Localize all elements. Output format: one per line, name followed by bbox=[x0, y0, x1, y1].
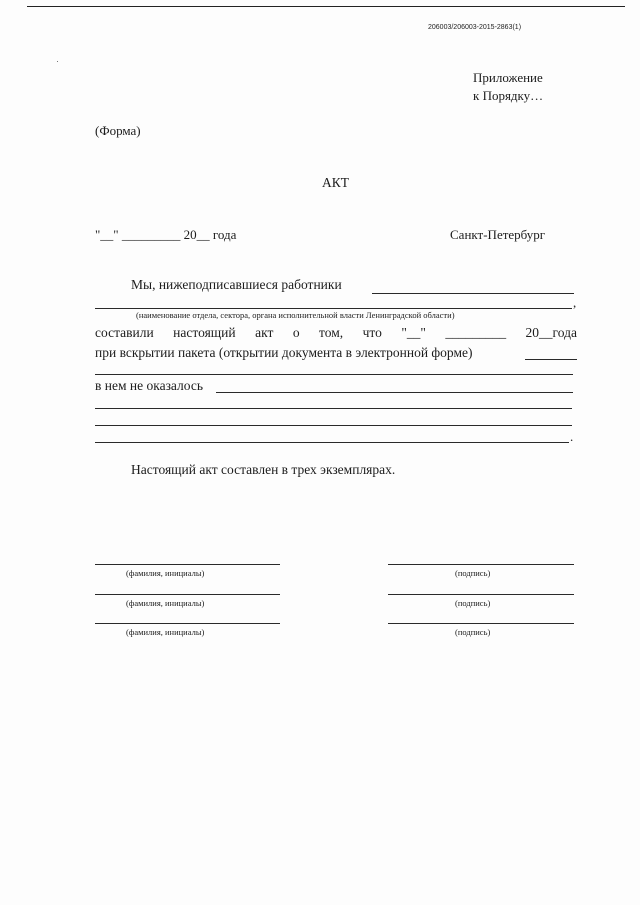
name-caption-3: (фамилия, инициалы) bbox=[126, 627, 205, 637]
period-mark: . bbox=[570, 429, 574, 444]
blank-line bbox=[95, 442, 569, 443]
word: _________ bbox=[445, 325, 507, 340]
name-line-3 bbox=[95, 623, 280, 624]
department-blank-line bbox=[95, 308, 572, 309]
package-opening-phrase: при вскрытии пакета (открытии документа в электронной форме) bbox=[95, 345, 473, 360]
department-caption: (наименование отдела, сектора, органа исполнительной власти Ленинградской области) bbox=[136, 310, 455, 320]
blank-line bbox=[95, 408, 572, 409]
date-line: "__" _________ 20__ года bbox=[95, 227, 237, 242]
name-caption-1: (фамилия, инициалы) bbox=[126, 568, 205, 578]
comma-mark: , bbox=[573, 295, 577, 310]
blank-line bbox=[95, 425, 572, 426]
word: что bbox=[362, 325, 382, 340]
missing-items-phrase: в нем не оказалось bbox=[95, 378, 203, 393]
name-line-1 bbox=[95, 564, 280, 565]
word: о bbox=[292, 325, 300, 340]
workers-phrase: Мы, нижеподписавшиеся работники bbox=[131, 277, 342, 292]
city-name: Санкт-Петербург bbox=[450, 227, 546, 242]
name-caption-2: (фамилия, инициалы) bbox=[126, 598, 205, 608]
missing-items-blank-line bbox=[216, 392, 573, 393]
signature-caption-2: (подпись) bbox=[455, 598, 491, 608]
word: "__" bbox=[401, 325, 426, 340]
signature-caption-3: (подпись) bbox=[455, 627, 491, 637]
signature-caption-1: (подпись) bbox=[455, 568, 491, 578]
signature-line-2 bbox=[388, 594, 574, 595]
word: том, bbox=[319, 325, 344, 340]
document-title: АКТ bbox=[322, 175, 349, 190]
signature-line-1 bbox=[388, 564, 574, 565]
package-blank-line bbox=[525, 359, 577, 360]
document-number: 206003/206003-2015-2863(1) bbox=[428, 24, 522, 31]
scan-speck bbox=[57, 61, 58, 62]
word: настоящий bbox=[173, 325, 236, 340]
word: составили bbox=[95, 325, 154, 340]
closing-statement: Настоящий акт составлен в трех экземплярах. bbox=[131, 462, 396, 477]
appendix-line-2: к Порядку… bbox=[473, 88, 544, 103]
appendix-line-1: Приложение bbox=[473, 70, 543, 85]
scan-top-border bbox=[27, 6, 625, 7]
signature-line-3 bbox=[388, 623, 574, 624]
act-statement-line bbox=[95, 325, 577, 341]
workers-blank-line bbox=[372, 293, 574, 294]
word: акт bbox=[255, 325, 274, 340]
blank-line bbox=[95, 374, 573, 375]
form-label: (Форма) bbox=[95, 123, 141, 138]
name-line-2 bbox=[95, 594, 280, 595]
word: 20__года bbox=[525, 325, 577, 340]
